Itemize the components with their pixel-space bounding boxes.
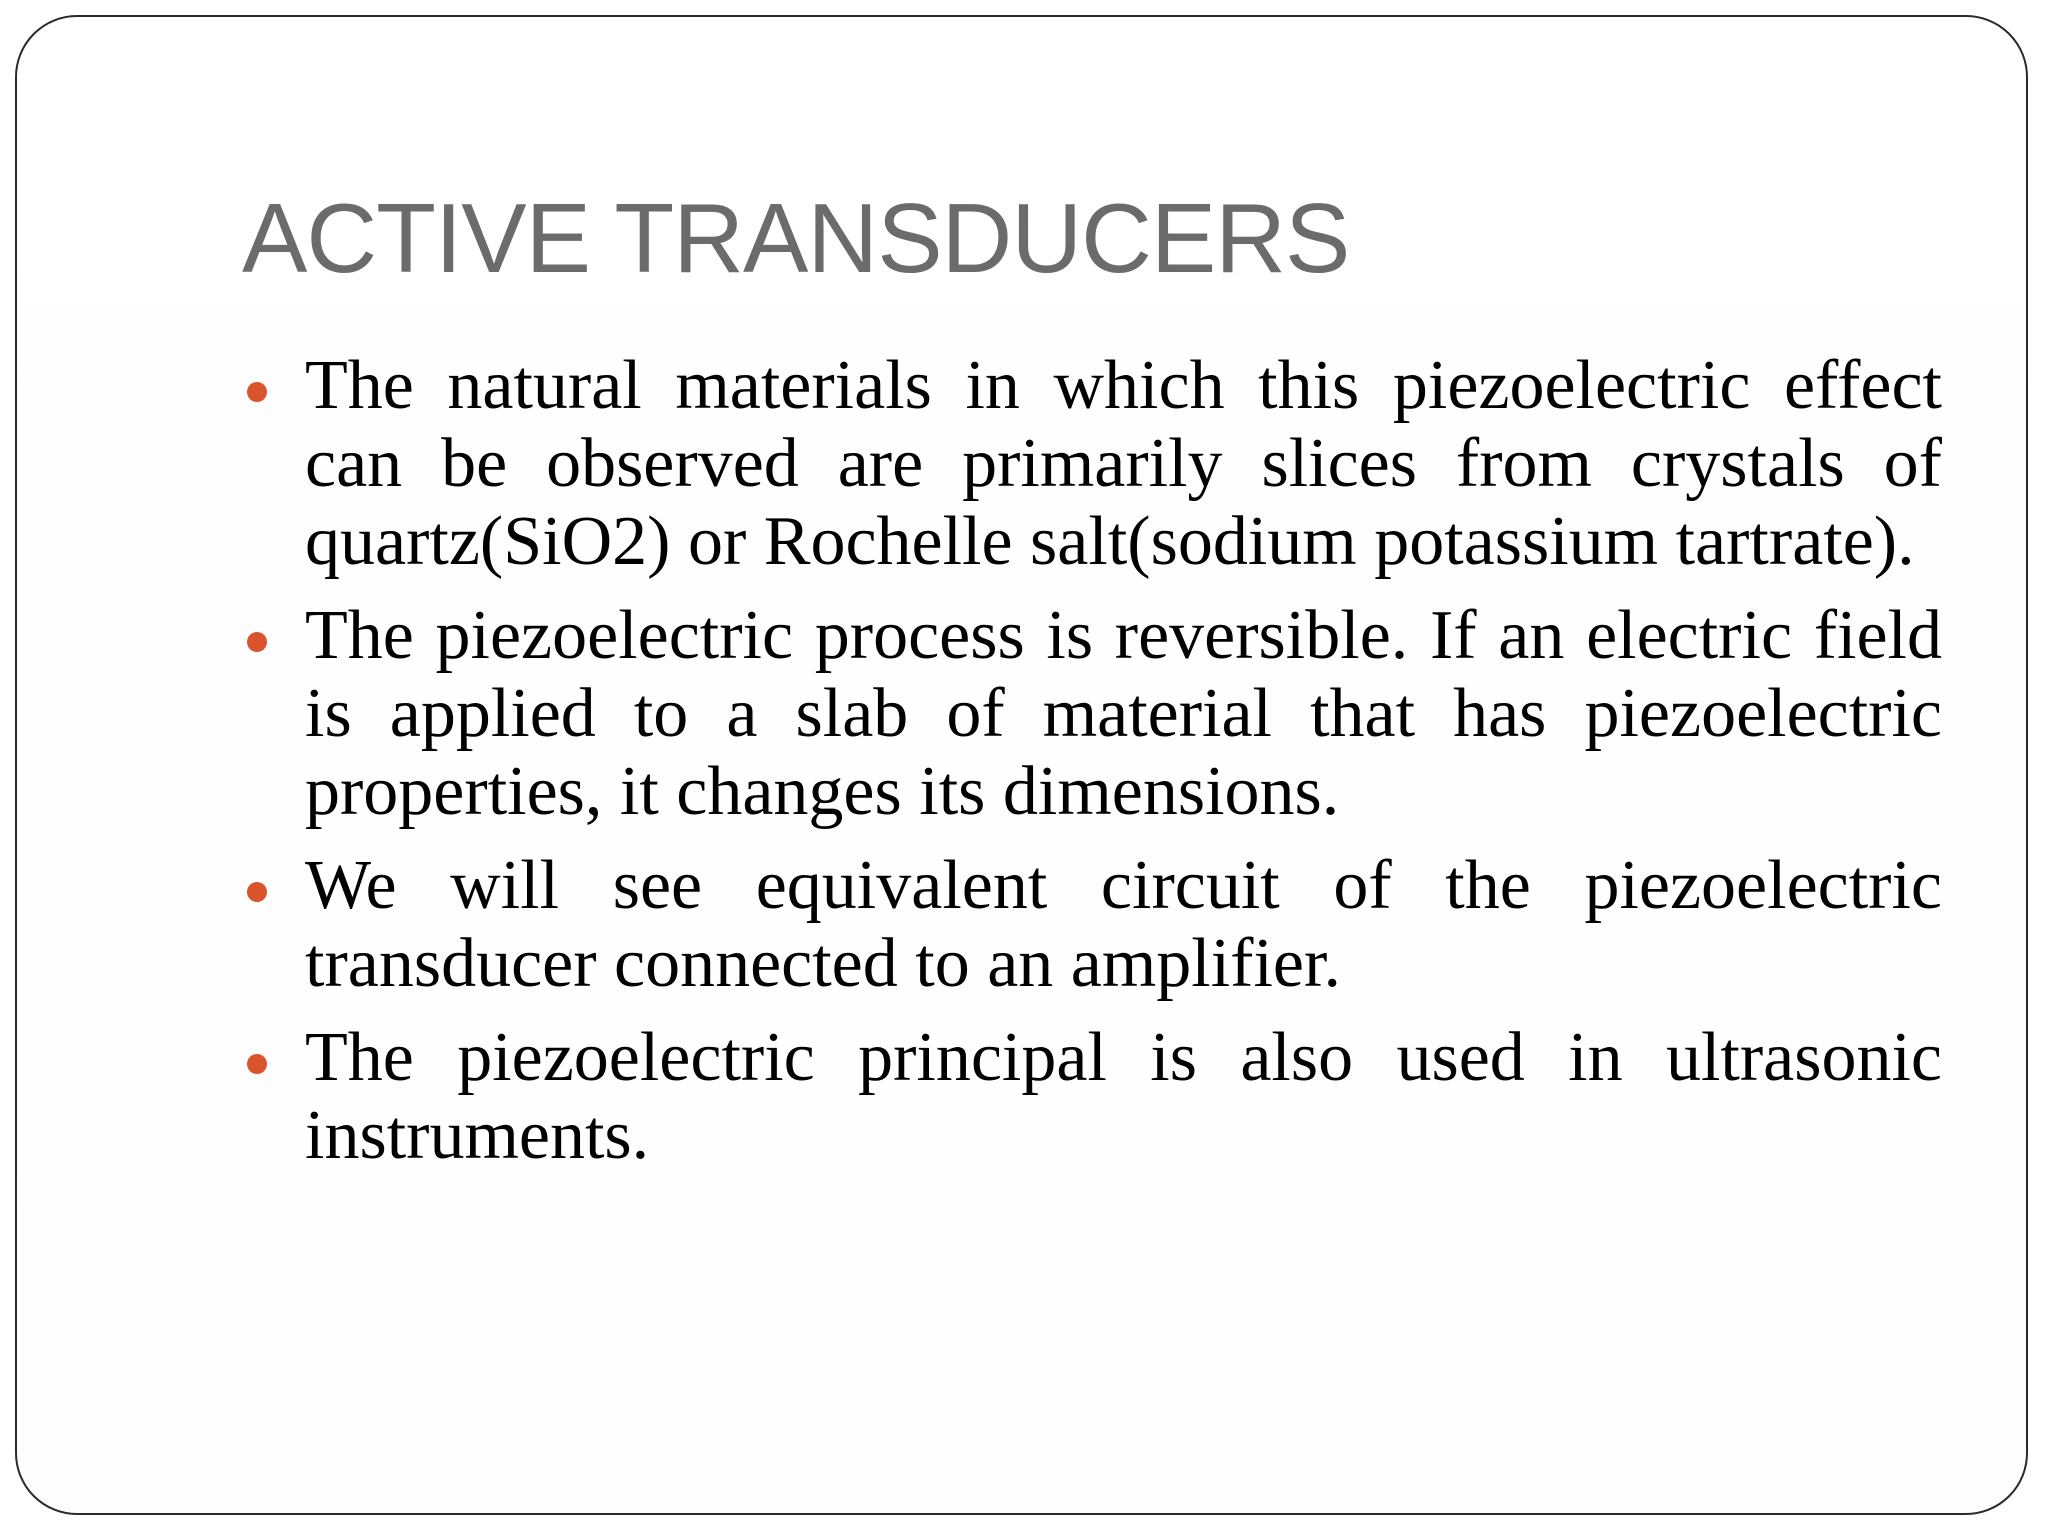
bullet-text: The piezoelectric principal is also used in ultrasonic instruments. [305,1019,1942,1174]
bullet-dot-icon [247,1054,267,1074]
bullet-text: The piezoelectric process is reversible. If an electric field is applied to a slab of material that has piezoelectric properties, it changes its dimensions. [305,597,1942,830]
bullet-item [247,347,1942,581]
bullet-dot-icon [247,882,267,902]
bullet-list [247,347,1942,1191]
bullet-item [247,1019,1942,1175]
slide-title: ACTIVE TRANSDUCERS [242,183,1350,293]
bullet-text: We will see equivalent circuit of the piezoelectric transducer connected to an amplifier. [305,847,1942,1002]
bullet-item [247,597,1942,831]
bullet-text: The natural materials in which this piezoelectric effect can be observed are primarily slices from crystals of quartz(SiO2) or Rochelle salt(sodium potassium tartrate). [305,347,1942,580]
bullet-dot-icon [247,632,267,652]
bullet-item [247,847,1942,1003]
bullet-dot-icon [247,382,267,402]
slide-frame [15,15,2028,1515]
